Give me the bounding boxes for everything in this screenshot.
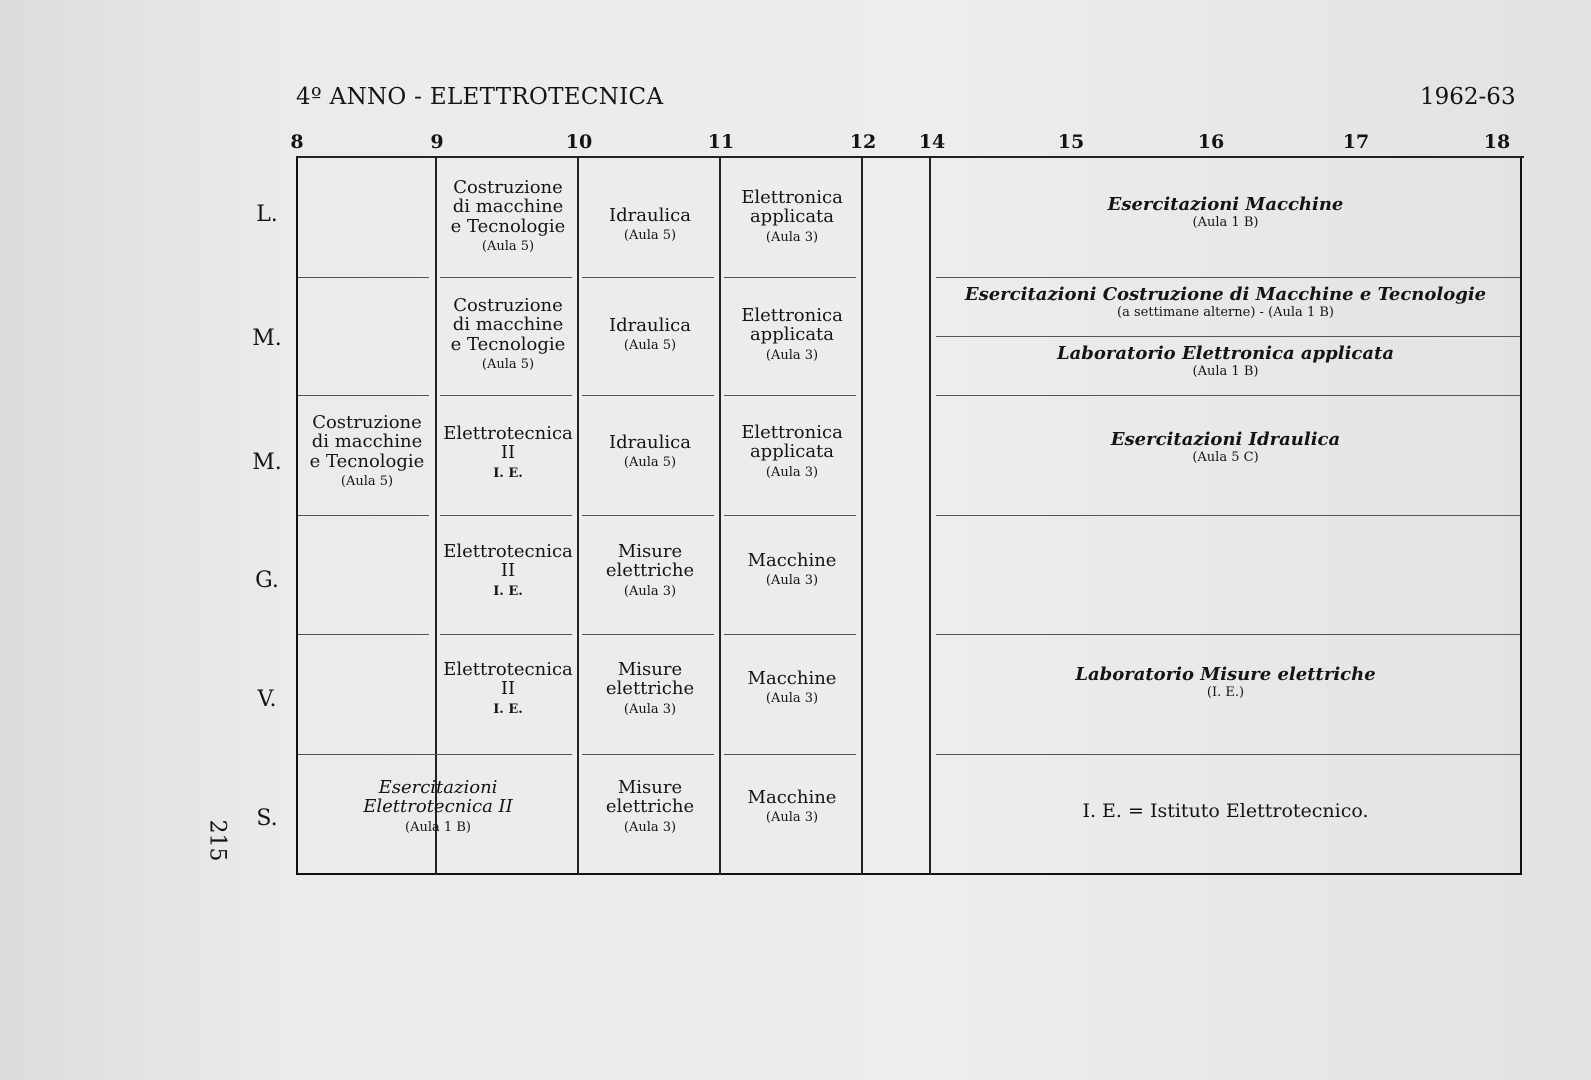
lesson-title: Idraulica (609, 315, 691, 336)
day-label-friday: V. (257, 687, 277, 712)
grid-divider (861, 158, 863, 875)
lesson-title: applicata (749, 324, 835, 346)
lesson-cell (579, 316, 721, 353)
hour-label: 14 (918, 131, 946, 153)
lesson-title: Macchine (747, 787, 837, 808)
lesson-title: Elettrotecnica II (363, 796, 513, 818)
lesson-cell (437, 542, 579, 599)
day-label-thursday: G. (255, 568, 279, 593)
row-divider (582, 634, 714, 635)
row-divider (936, 336, 1520, 337)
hour-label: 16 (1197, 131, 1225, 153)
room-label: (Aula 5) (623, 228, 677, 244)
row-divider (724, 395, 856, 396)
page-title: 4º ANNO - ELETTROTECNICA (296, 84, 664, 110)
row-divider (298, 277, 429, 278)
lesson-title: Costruzione (453, 295, 563, 316)
grid-divider (435, 158, 437, 875)
lesson-title: Costruzione (453, 177, 563, 198)
lesson-cell (579, 778, 721, 835)
room-label: (Aula 1 B) (405, 819, 471, 835)
room-label: (Aula 1 B) (1192, 363, 1259, 379)
lesson-title: Elettronica (741, 187, 843, 208)
lesson-cell (437, 660, 579, 717)
afternoon-lesson-title: Esercitazioni Macchine (1107, 194, 1344, 215)
lesson-title: Elettronica (741, 305, 843, 326)
afternoon-lesson-title: Esercitazioni Idraulica (1110, 429, 1341, 450)
lesson-cell (579, 206, 721, 243)
grid-divider (719, 158, 721, 875)
lesson-title: e Tecnologie (309, 450, 425, 472)
lesson-title: Macchine (747, 668, 837, 689)
row-divider (440, 515, 572, 516)
lesson-cell (437, 178, 579, 254)
hour-label: 18 (1483, 131, 1511, 153)
lesson-cell (579, 660, 721, 717)
lesson-title: Idraulica (609, 432, 691, 453)
lesson-title: Elettrotecnica (443, 541, 573, 562)
hour-label: 12 (849, 131, 877, 153)
lesson-cell (721, 306, 863, 363)
row-divider (440, 395, 572, 396)
lesson-title: elettriche (605, 560, 695, 582)
row-divider (298, 395, 429, 396)
lesson-cell (437, 424, 579, 481)
room-label: (Aula 5) (481, 357, 535, 373)
grid-divider (577, 158, 579, 875)
row-divider (724, 754, 856, 755)
room-label: (Aula 3) (765, 573, 819, 589)
row-divider (298, 515, 429, 516)
row-divider (298, 754, 572, 755)
row-divider (582, 277, 714, 278)
room-label: (Aula 5) (340, 474, 394, 490)
afternoon-lesson-title: Esercitazioni Costruzione di Macchine e Tecnologie (964, 284, 1487, 305)
lesson-cell (579, 542, 721, 599)
room-label: (Aula 1 B) (1192, 214, 1259, 230)
day-label-tuesday: M. (252, 326, 282, 351)
lesson-cell (721, 423, 863, 480)
afternoon-lesson (931, 665, 1520, 701)
row-divider (936, 634, 1520, 635)
room-label: (Aula 5 C) (1192, 449, 1259, 465)
lesson-title: Elettrotecnica (443, 423, 573, 444)
row-divider (440, 634, 572, 635)
lesson-title: Elettronica (741, 422, 843, 443)
lesson-title: e Tecnologie (450, 215, 566, 237)
room-label: (Aula 3) (765, 229, 819, 245)
lesson-title: II (500, 678, 516, 700)
afternoon-lesson (931, 285, 1520, 321)
row-divider (724, 634, 856, 635)
day-label-monday: L. (256, 202, 278, 227)
lesson-title: Costruzione (312, 412, 422, 433)
hour-label: 11 (707, 131, 735, 153)
room-label: (Aula 3) (623, 819, 677, 835)
row-divider (582, 754, 714, 755)
room-label: (Aula 3) (623, 701, 677, 717)
hour-label: 17 (1342, 131, 1370, 153)
school-year: 1962-63 (1420, 84, 1516, 110)
row-divider (724, 515, 856, 516)
day-label-wednesday: M. (252, 450, 282, 475)
row-divider (582, 395, 714, 396)
room-label: (Aula 3) (765, 464, 819, 480)
afternoon-lesson-title: Laboratorio Elettronica applicata (1056, 343, 1395, 364)
timetable-grid (296, 158, 1522, 875)
room-label: (Aula 5) (481, 239, 535, 255)
lesson-cell (297, 778, 579, 835)
room-label: (Aula 5) (623, 455, 677, 471)
hour-label: 9 (430, 131, 444, 153)
lesson-title: applicata (749, 441, 835, 463)
day-label-saturday: S. (256, 806, 278, 831)
abbreviation-note: I. E. = Istituto Elettrotecnico. (1082, 800, 1369, 822)
lesson-title: di macchine (452, 196, 564, 218)
lesson-cell (721, 188, 863, 245)
row-divider (936, 395, 1520, 396)
room-label: (Aula 3) (623, 583, 677, 599)
row-divider (936, 277, 1520, 278)
room-label: (a settimane alterne) - (Aula 1 B) (1117, 304, 1334, 320)
row-divider (440, 277, 572, 278)
afternoon-lesson-title: Laboratorio Misure elettriche (1075, 664, 1376, 685)
hour-label: 10 (565, 131, 593, 153)
lesson-title: di macchine (452, 314, 564, 336)
lesson-title: Elettrotecnica (443, 659, 573, 680)
lesson-title: elettriche (605, 678, 695, 700)
hour-label: 8 (290, 131, 304, 153)
lesson-title: Misure (617, 777, 683, 798)
lesson-title: Misure (617, 541, 683, 562)
lesson-cell (579, 433, 721, 470)
lesson-title: Esercitazioni (378, 777, 498, 798)
row-divider (936, 515, 1520, 516)
lesson-title: II (500, 442, 516, 464)
lesson-title: e Tecnologie (450, 333, 566, 355)
row-divider (298, 634, 429, 635)
room-label: I. E. (493, 465, 523, 481)
row-divider (582, 515, 714, 516)
room-label: (Aula 3) (765, 347, 819, 363)
lesson-cell (721, 788, 863, 825)
lesson-title: Idraulica (609, 205, 691, 226)
lesson-title: Macchine (747, 550, 837, 571)
lesson-title: II (500, 560, 516, 582)
hour-label: 15 (1057, 131, 1085, 153)
afternoon-lesson (931, 344, 1520, 380)
lesson-cell (297, 413, 437, 489)
room-label: I. E. (493, 701, 523, 717)
afternoon-lesson (931, 430, 1520, 466)
grid-divider (929, 158, 931, 875)
lesson-cell (721, 551, 863, 588)
lesson-title: elettriche (605, 796, 695, 818)
row-divider (936, 754, 1520, 755)
row-divider (724, 277, 856, 278)
lesson-cell (437, 296, 579, 372)
afternoon-lesson (931, 195, 1520, 231)
room-label: (Aula 3) (765, 691, 819, 707)
page-number: 215 (204, 819, 230, 862)
room-label: I. E. (493, 583, 523, 599)
lesson-cell (721, 669, 863, 706)
lesson-title: applicata (749, 206, 835, 228)
room-label: (Aula 5) (623, 338, 677, 354)
lesson-title: di macchine (311, 431, 423, 453)
room-label: (I. E.) (1206, 684, 1245, 700)
lesson-title: Misure (617, 659, 683, 680)
room-label: (Aula 3) (765, 810, 819, 826)
